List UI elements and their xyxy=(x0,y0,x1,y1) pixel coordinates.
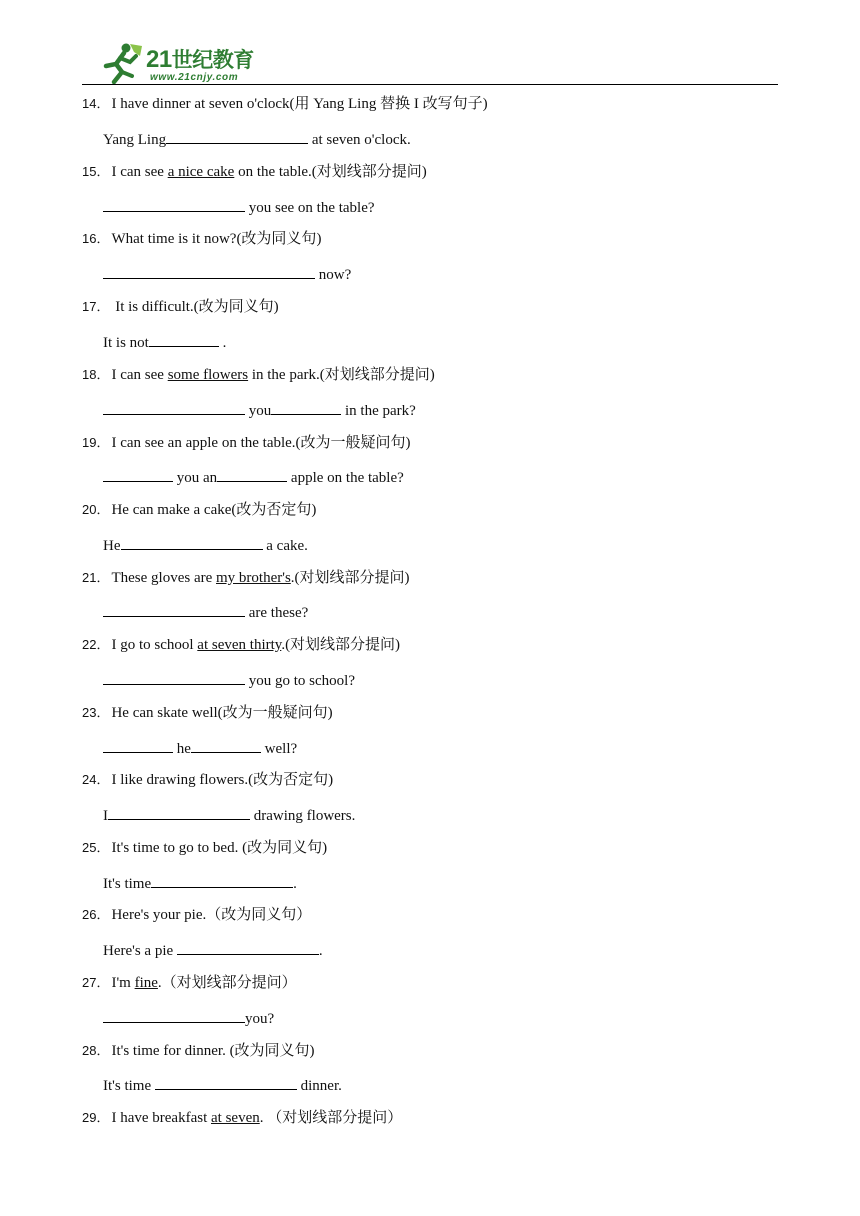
blank[interactable] xyxy=(121,535,263,550)
question-14: 14． I have dinner at seven o'clock(用 Yang Ling 替换 I 改写句子) xyxy=(82,96,488,112)
question-23: 23． He can skate well(改为一般疑问句) xyxy=(82,705,333,721)
question-17: 17． It is difficult.(改为同义句) xyxy=(82,299,279,315)
blank[interactable] xyxy=(149,332,219,347)
answer-line-21: are these? xyxy=(103,602,308,622)
question-26: 26． Here's your pie.（改为同义句） xyxy=(82,907,312,923)
question-22: 22． I go to school at seven thirty.(对划线部分提问) xyxy=(82,637,401,653)
question-27: 27． I'm fine.（对划线部分提问） xyxy=(82,975,297,991)
blank[interactable] xyxy=(103,1008,245,1023)
answer-line-22: you go to school? xyxy=(103,670,355,690)
blank[interactable] xyxy=(103,602,245,617)
answer-line-19: you an apple on the table? xyxy=(103,467,404,487)
blank[interactable] xyxy=(155,1075,297,1090)
question-19: 19． I can see an apple on the table.(改为一般疑问句) xyxy=(82,435,411,451)
blank[interactable] xyxy=(103,467,173,482)
question-25: 25． It's time to go to bed. (改为同义句) xyxy=(82,840,328,856)
blank[interactable] xyxy=(103,738,173,753)
answer-line-27: you? xyxy=(103,1008,274,1028)
logo-text: 21世纪教育 xyxy=(146,46,254,73)
page-header xyxy=(0,0,860,90)
answer-line-17: It is not . xyxy=(103,332,226,352)
answer-line-20: He a cake. xyxy=(103,535,308,555)
answer-line-23: he well? xyxy=(103,738,297,758)
answer-line-15: you see on the table? xyxy=(103,197,375,217)
runner-logo-icon xyxy=(100,42,144,84)
question-18: 18． I can see some flowers in the park.(对划线部分提问) xyxy=(82,367,435,383)
question-20: 20． He can make a cake(改为否定句) xyxy=(82,502,317,518)
answer-line-18: you in the park? xyxy=(103,400,416,420)
answer-line-26: Here's a pie . xyxy=(103,940,323,960)
question-16: 16． What time is it now?(改为同义句) xyxy=(82,231,322,247)
answer-line-24: I drawing flowers. xyxy=(103,805,355,825)
question-28: 28． It's time for dinner. (改为同义句) xyxy=(82,1043,315,1059)
blank[interactable] xyxy=(166,129,308,144)
blank[interactable] xyxy=(271,400,341,415)
blank[interactable] xyxy=(191,738,261,753)
question-15: 15． I can see a nice cake on the table.(对划线部分提问) xyxy=(82,164,427,180)
blank[interactable] xyxy=(108,805,250,820)
question-21: 21． These gloves are my brother's.(对划线部分提问) xyxy=(82,570,410,586)
question-24: 24． I like drawing flowers.(改为否定句) xyxy=(82,772,334,788)
blank[interactable] xyxy=(217,467,287,482)
blank[interactable] xyxy=(151,873,293,888)
header-divider xyxy=(82,84,778,85)
blank[interactable] xyxy=(103,264,315,279)
blank[interactable] xyxy=(103,400,245,415)
logo-url: www.21cnjy.com xyxy=(150,72,239,83)
answer-line-25: It's time . xyxy=(103,873,297,893)
blank[interactable] xyxy=(103,197,245,212)
blank[interactable] xyxy=(103,670,245,685)
question-29: 29． I have breakfast at seven. （对划线部分提问） xyxy=(82,1110,403,1126)
answer-line-16: now? xyxy=(103,264,351,284)
answer-line-14: Yang Ling at seven o'clock. xyxy=(103,129,411,149)
answer-line-28: It's time dinner. xyxy=(103,1075,342,1095)
blank[interactable] xyxy=(177,940,319,955)
site-logo xyxy=(100,42,270,84)
